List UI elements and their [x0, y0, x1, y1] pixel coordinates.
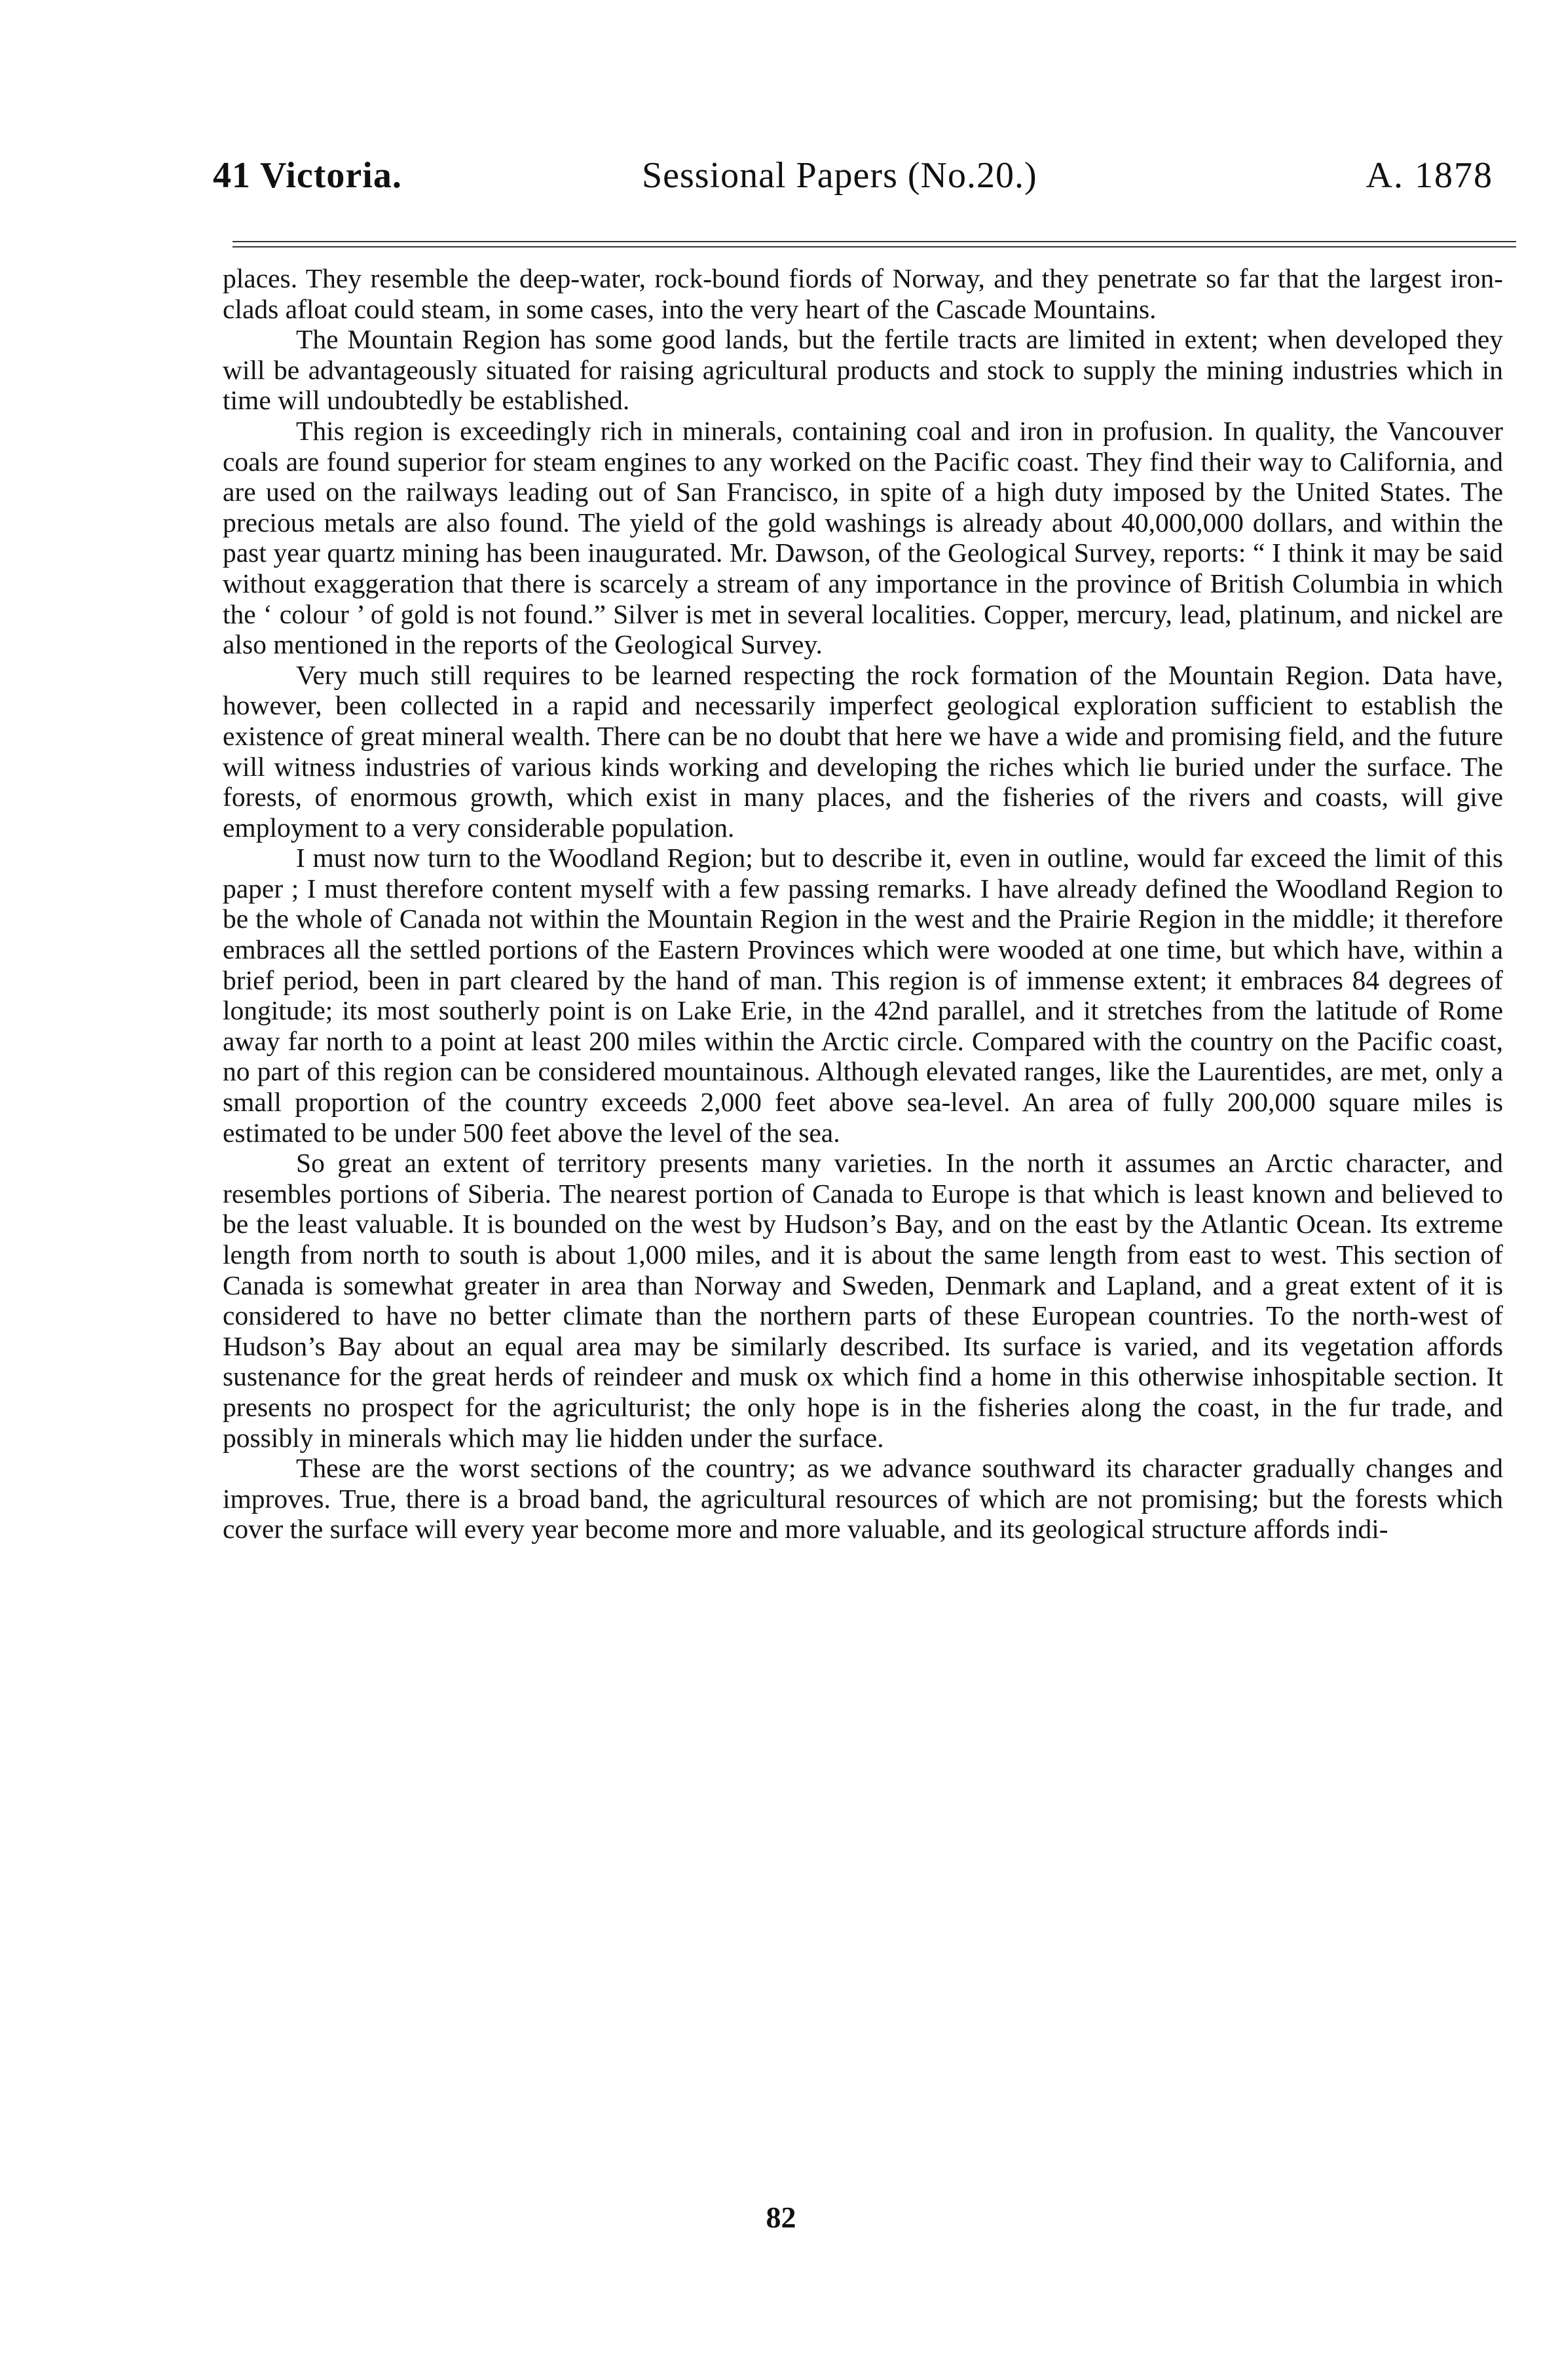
paragraph: These are the worst sections of the country; as we advance southward its character gradually changes and improves. True, there is a broad band, the agricultural resources of which are not promising; but the forests which cover the surface will every year become more and more valuable, and its geological structure affords indi- [223, 1453, 1503, 1545]
body-text [223, 263, 1503, 1545]
paragraph: This region is exceedingly rich in minerals, containing coal and iron in profusion. In quality, the Vancouver coals are found superior for steam engines to any worked on the Pacific coast. They find their way to California, and are used on the railways leading out of San Francisco, in spite of a high duty imposed by the United States. The precious metals are also found. The yield of the gold washings is already about 40,000,000 dollars, and within the past year quartz mining has been inaugurated. Mr. Dawson, of the Geological Survey, reports: “ I think it may be said without exaggeration that there is scarcely a stream of any importance in the province of British Columbia in which the ‘ colour ’ of gold is not found.” Silver is met in several localities. Copper, mercury, lead, platinum, and nickel are also mentioned in the reports of the Geological Survey. [223, 415, 1503, 660]
header-rule-bottom [232, 246, 1516, 247]
paragraph-continued: places. They resemble the deep-water, rock-bound fiords of Norway, and they penetrate so far that the largest iron-clads afloat could steam, in some cases, into the very heart of the Cascade Mountains. [223, 263, 1503, 324]
header-publication: Sessional Papers (No.20.) [642, 155, 1037, 196]
running-header [213, 149, 1493, 202]
paragraph: The Mountain Region has some good lands, but the fertile tracts are limited in extent; when developed they will be advantageously situated for raising agricultural products and stock to supply the mining industries which in time will undoubtedly be established. [223, 324, 1503, 416]
header-year: A. 1878 [1366, 155, 1493, 196]
header-rule-top [232, 241, 1516, 242]
paragraph: So great an extent of territory presents many varieties. In the north it assumes an Arctic character, and resembles portions of Siberia. The nearest portion of Canada to Europe is that which is least known and believed to be the least valuable. It is bounded on the west by Hudson’s Bay, and on the east by the Atlantic Ocean. Its extreme length from north to south is about 1,000 miles, and it is about the same length from east to west. This section of Canada is somewhat greater in area than Norway and Sweden, Denmark and Lapland, and a great extent of it is considered to have no better climate than the northern parts of these European countries. To the north-west of Hudson’s Bay about an equal area may be similarly described. Its surface is varied, and its vegetation affords sustenance for the great herds of reindeer and musk ox which find a home in this otherwise inhospitable section. It presents no prospect for the agriculturist; the only hope is in the fisheries along the coast, in the fur trade, and possibly in minerals which may lie hidden under the surface. [223, 1148, 1503, 1453]
page-number: 82 [766, 2201, 796, 2234]
paragraph: Very much still requires to be learned respecting the rock formation of the Mountain Region. Data have, however, been collected in a rapid and necessarily imperfect geological exploration sufficient to establish the existence of great mineral wealth. There can be no doubt that here we have a wide and promising field, and the future will witness industries of various kinds working and developing the riches which lie buried under the surface. The forests, of enormous growth, which exist in many places, and the fisheries of the rivers and coasts, will give employment to a very considerable population. [223, 659, 1503, 843]
paragraph: I must now turn to the Woodland Region; but to describe it, even in outline, would far exceed the limit of this paper ; I must therefore content myself with a few passing remarks. I have already defined the Woodland Region to be the whole of Canada not within the Mountain Region in the west and the Prairie Region in the middle; it therefore embraces all the settled portions of the Eastern Provinces which were wooded at one time, but which have, within a brief period, been in part cleared by the hand of man. This region is of immense extent; it embraces 84 degrees of longitude; its most southerly point is on Lake Erie, in the 42nd parallel, and it stretches from the latitude of Rome away far north to a point at least 200 miles within the Arctic circle. Compared with the country on the Pacific coast, no part of this region can be considered mountainous. Although elevated ranges, like the Laurentides, are met, only a small proportion of the country exceeds 2,000 feet above sea-level. An area of fully 200,000 square miles is estimated to be under 500 feet above the level of the sea. [223, 843, 1503, 1148]
header-session: 41 Victoria. [213, 155, 402, 196]
